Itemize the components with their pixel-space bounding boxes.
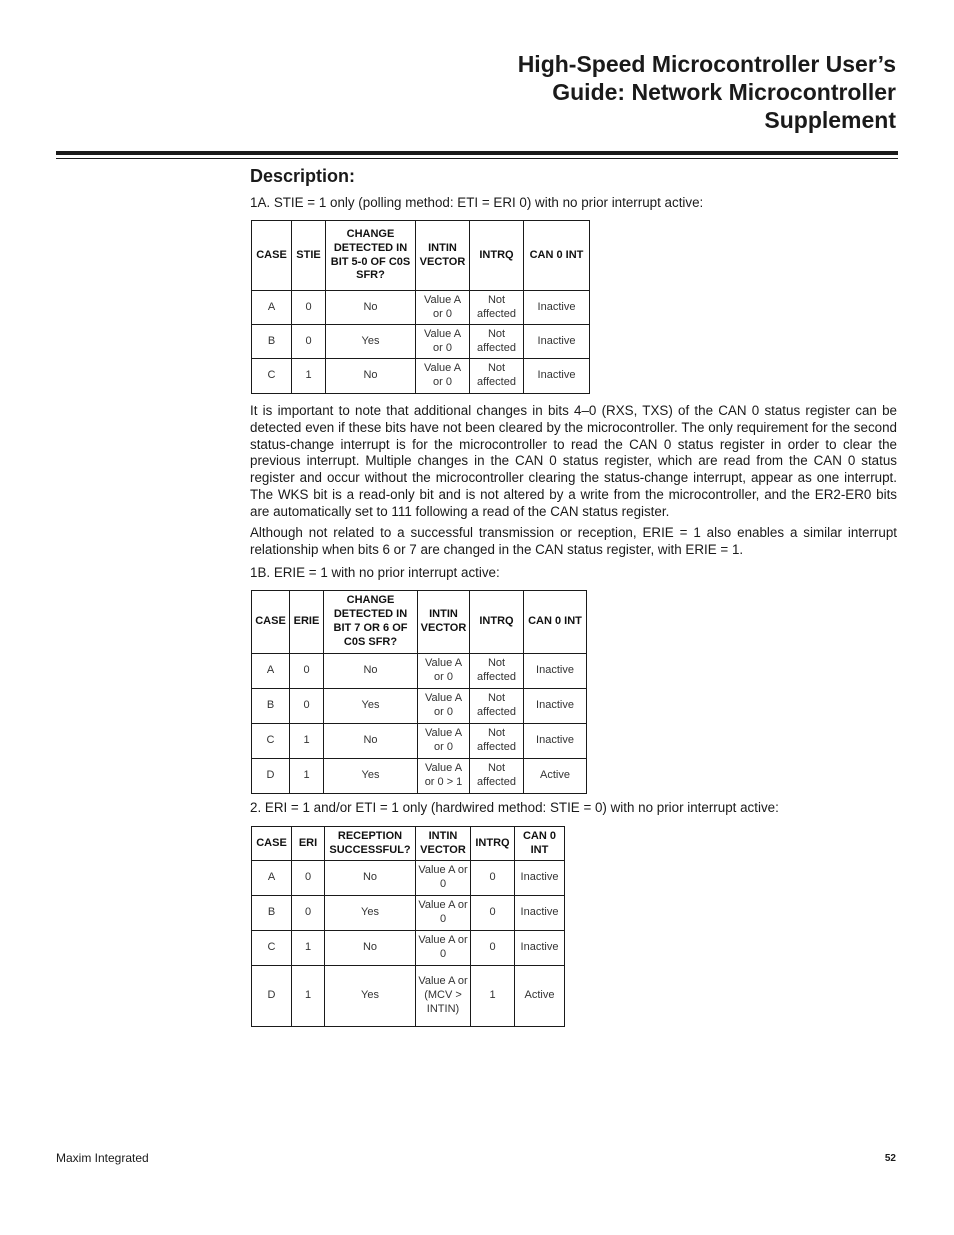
table-cell: 0 xyxy=(292,861,325,896)
table-header-row xyxy=(252,221,590,291)
table-row xyxy=(252,325,590,359)
intro-1a: 1A. STIE = 1 only (polling method: ETI = ERI 0) with no prior interrupt active: xyxy=(250,195,704,210)
header-cell: CAN 0 INT xyxy=(515,827,565,861)
body-paragraph: It is important to note that additional changes in bits 4–0 (RXS, TXS) of the CAN 0 status register can be detected even if these bits have not been cleared by the microcontroller. The only requirement for the second status-change interrupt is for the microcontroller to read the CAN 0 status register in order to clear the previous interrupt. Multiple changes in the CAN 0 status register, which are read from the CAN 0 status register and occur without the microcontroller clearing the status-change interrupt, appear as one interrupt. The WKS bit is a read-only bit and is not altered by a write from the microcontroller, and the ER2-ER0 bits are automatically set to 111 following a read of the CAN status register. xyxy=(250,403,897,519)
header-cell: CHANGE DETECTED IN BIT 7 OR 6 OF C0S SFR? xyxy=(324,591,418,654)
table-2 xyxy=(251,826,565,1027)
table-cell: B xyxy=(252,896,292,931)
table-cell: D xyxy=(252,966,292,1027)
table-row xyxy=(252,966,565,1027)
table-cell: Yes xyxy=(325,896,416,931)
table-row xyxy=(252,359,590,394)
table-cell: Inactive xyxy=(524,325,590,359)
table-cell: 0 xyxy=(471,931,515,966)
table-cell: Active xyxy=(515,966,565,1027)
header-cell: INTIN VECTOR xyxy=(416,221,470,291)
table-cell: Inactive xyxy=(515,896,565,931)
table-row xyxy=(252,861,565,896)
table-cell: Active xyxy=(524,759,587,794)
table-cell: 0 xyxy=(471,896,515,931)
table-cell: 0 xyxy=(471,861,515,896)
header-cell: INTIN VECTOR xyxy=(418,591,470,654)
header-cell: INTRQ xyxy=(470,221,524,291)
table-cell: Inactive xyxy=(524,291,590,325)
table-cell: C xyxy=(252,931,292,966)
table-cell: Value A or 0 xyxy=(418,689,470,724)
table-cell: C xyxy=(252,359,292,394)
table-cell: Not affected xyxy=(470,325,524,359)
table-cell: Not affected xyxy=(470,724,524,759)
table-row xyxy=(252,724,587,759)
title-line: Guide: Network Microcontroller xyxy=(552,79,896,105)
table-cell: Yes xyxy=(326,325,416,359)
table-cell: Inactive xyxy=(524,689,587,724)
header-divider-thin xyxy=(56,158,898,159)
table-cell: 1 xyxy=(471,966,515,1027)
header-divider xyxy=(56,151,898,155)
section-heading: Description: xyxy=(250,166,356,186)
table-cell: A xyxy=(252,291,292,325)
table-cell: No xyxy=(325,931,416,966)
header-cell: STIE xyxy=(292,221,326,291)
table-cell: Value A or 0 > 1 xyxy=(418,759,470,794)
table-header-row xyxy=(252,827,565,861)
title-line: Supplement xyxy=(764,107,896,133)
table-cell: A xyxy=(252,654,290,689)
table-cell: Value A or 0 xyxy=(416,291,470,325)
table-cell: 0 xyxy=(290,689,324,724)
table-cell: B xyxy=(252,325,292,359)
title-line: High-Speed Microcontroller User’s xyxy=(517,51,896,77)
footer-company: Maxim Integrated xyxy=(56,1151,149,1165)
table-cell: No xyxy=(326,291,416,325)
table-cell: No xyxy=(326,359,416,394)
table-cell: No xyxy=(325,861,416,896)
table-row xyxy=(252,689,587,724)
intro-2: 2. ERI = 1 and/or ETI = 1 only (hardwired method: STIE = 0) with no prior interrupt active: xyxy=(250,800,779,815)
header-cell: CAN 0 INT xyxy=(524,221,590,291)
table-cell: Value A or 0 xyxy=(418,724,470,759)
header-cell: CASE xyxy=(252,221,292,291)
table-cell: Value A or 0 xyxy=(418,654,470,689)
header-cell: CASE xyxy=(252,591,290,654)
table-cell: Value A or 0 xyxy=(416,896,471,931)
table-cell: 1 xyxy=(290,724,324,759)
table-cell: No xyxy=(324,724,418,759)
table-cell: Not affected xyxy=(470,654,524,689)
table-1b xyxy=(251,590,587,794)
table-cell: 0 xyxy=(290,654,324,689)
body-paragraph: Although not related to a successful transmission or reception, ERIE = 1 also enables a similar interrupt relationship when bits 6 or 7 are changed in the CAN status register, with ERIE = 1. xyxy=(250,525,897,557)
table-cell: Yes xyxy=(324,689,418,724)
intro-1b: 1B. ERIE = 1 with no prior interrupt active: xyxy=(250,565,500,580)
table-cell: Inactive xyxy=(524,359,590,394)
table-cell: Inactive xyxy=(515,861,565,896)
header-cell: ERI xyxy=(292,827,325,861)
table-cell: Inactive xyxy=(524,724,587,759)
table-row xyxy=(252,291,590,325)
table-cell: Inactive xyxy=(524,654,587,689)
table-cell: Value A or 0 xyxy=(416,325,470,359)
table-cell: Yes xyxy=(325,966,416,1027)
table-row xyxy=(252,896,565,931)
table-1a xyxy=(251,220,590,394)
table-row xyxy=(252,654,587,689)
table-cell: Value A or 0 xyxy=(416,359,470,394)
table-row xyxy=(252,759,587,794)
header-cell: ERIE xyxy=(290,591,324,654)
table-cell: D xyxy=(252,759,290,794)
header-cell: CASE xyxy=(252,827,292,861)
table-row xyxy=(252,931,565,966)
table-cell: Yes xyxy=(324,759,418,794)
table-cell: 0 xyxy=(292,291,326,325)
header-cell: INTIN VECTOR xyxy=(416,827,471,861)
table-header-row xyxy=(252,591,587,654)
table-cell: Inactive xyxy=(515,931,565,966)
table-cell: Not affected xyxy=(470,291,524,325)
table-cell: No xyxy=(324,654,418,689)
table-cell: Not affected xyxy=(470,689,524,724)
table-cell: 1 xyxy=(290,759,324,794)
table-cell: A xyxy=(252,861,292,896)
table-cell: 1 xyxy=(292,359,326,394)
table-cell: Value A or 0 xyxy=(416,861,471,896)
header-cell: INTRQ xyxy=(471,827,515,861)
header-cell: INTRQ xyxy=(470,591,524,654)
page-number: 52 xyxy=(884,1153,896,1164)
header-cell: CAN 0 INT xyxy=(524,591,587,654)
header-cell: RECEPTION SUCCESSFUL? xyxy=(325,827,416,861)
table-cell: Not affected xyxy=(470,759,524,794)
table-cell: B xyxy=(252,689,290,724)
table-cell: Value A or 0 xyxy=(416,931,471,966)
table-cell: C xyxy=(252,724,290,759)
table-cell: 0 xyxy=(292,325,326,359)
table-cell: 1 xyxy=(292,931,325,966)
document-title xyxy=(296,50,896,134)
table-cell: Value A or (MCV > INTIN) xyxy=(416,966,471,1027)
table-cell: 0 xyxy=(292,896,325,931)
table-cell: Not affected xyxy=(470,359,524,394)
header-cell: CHANGE DETECTED IN BIT 5-0 OF C0S SFR? xyxy=(326,221,416,291)
table-cell: 1 xyxy=(292,966,325,1027)
